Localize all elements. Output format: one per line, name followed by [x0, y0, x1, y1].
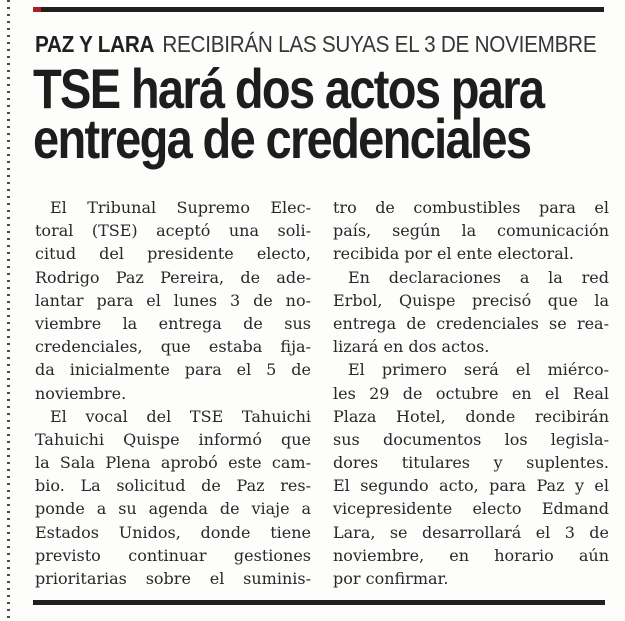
dotted-column-rule	[7, 0, 10, 621]
body-text-line: ponde a su agenda de viaje a	[35, 499, 311, 519]
body-text-line: da inicialmente para el 5 de	[35, 360, 311, 380]
body-text-line: lizará en dos actos.	[333, 337, 490, 357]
body-text-line: previsto continuar gestiones	[35, 545, 311, 565]
body-text-line: Lara, se desarrollará el 3 de	[333, 522, 609, 542]
body-text-line: noviembre, en horario aún	[333, 545, 609, 565]
body-text-line: vicepresidente electo Edmand	[333, 499, 609, 519]
body-text-line: Rodrigo Paz Pereira, de ade-	[35, 267, 311, 287]
body-text-line: En declaraciones a la red	[348, 267, 609, 287]
body-text-line: citud del presidente electo,	[35, 244, 311, 264]
kicker-text: RECIBIRÁN LAS SUYAS EL 3 DE NOVIEMBRE	[162, 31, 597, 57]
body-text-line: credenciales, que estaba fija-	[35, 337, 311, 357]
body-text-line: país, según la comunicación	[333, 221, 609, 241]
top-rule	[33, 7, 604, 12]
body-text-line: Tahuichi Quispe informó que	[35, 429, 311, 449]
body-text-line: toral (TSE) aceptó una soli-	[35, 221, 311, 241]
red-accent-square	[33, 7, 41, 12]
top-rule-bar	[41, 7, 604, 12]
body-text-line: tro de combustibles para el	[333, 198, 609, 217]
headline-line-2: entrega de credenciales	[33, 107, 531, 170]
body-text-line: Plaza Hotel, donde recibirán	[333, 406, 609, 426]
body-text-line: la Sala Plena aprobó este cam-	[35, 453, 311, 473]
kicker	[35, 31, 596, 58]
body-text-line: sus documentos los legisla-	[333, 429, 609, 449]
body-text-line: El Tribunal Supremo Elec-	[50, 198, 311, 217]
body-column-right	[333, 196, 609, 590]
body-text-line: entrega de credenciales se rea-	[333, 313, 609, 333]
body-text-line: prioritarias sobre el suminis-	[35, 569, 311, 588]
article-body	[35, 196, 608, 590]
body-text-line: recibida por el ente electoral.	[333, 244, 574, 264]
body-text-line: les 29 de octubre en el Real	[333, 383, 609, 403]
body-text-line: bio. La solicitud de Paz res-	[35, 476, 311, 496]
body-text-line: Erbol, Quispe precisó que la	[333, 290, 609, 310]
body-text-line: viembre la entrega de sus	[35, 313, 311, 333]
headline-line-1: TSE hará dos actos para	[33, 57, 544, 120]
body-text-line: por confirmar.	[333, 569, 449, 588]
body-text-line: dores titulares y suplentes.	[333, 453, 609, 473]
headline	[33, 57, 544, 170]
body-text-line: El segundo acto, para Paz y el	[333, 476, 609, 496]
body-text-line: noviembre.	[35, 383, 127, 403]
kicker-highlight: PAZ Y LARA	[35, 31, 155, 57]
body-text-line: El primero será el miérco-	[348, 360, 609, 380]
body-column-left	[35, 196, 311, 590]
bottom-rule	[33, 600, 605, 605]
body-text-line: El vocal del TSE Tahuichi	[50, 406, 311, 426]
body-text-line: lantar para el lunes 3 de no-	[35, 290, 311, 310]
body-text-line: Estados Unidos, donde tiene	[35, 522, 311, 542]
